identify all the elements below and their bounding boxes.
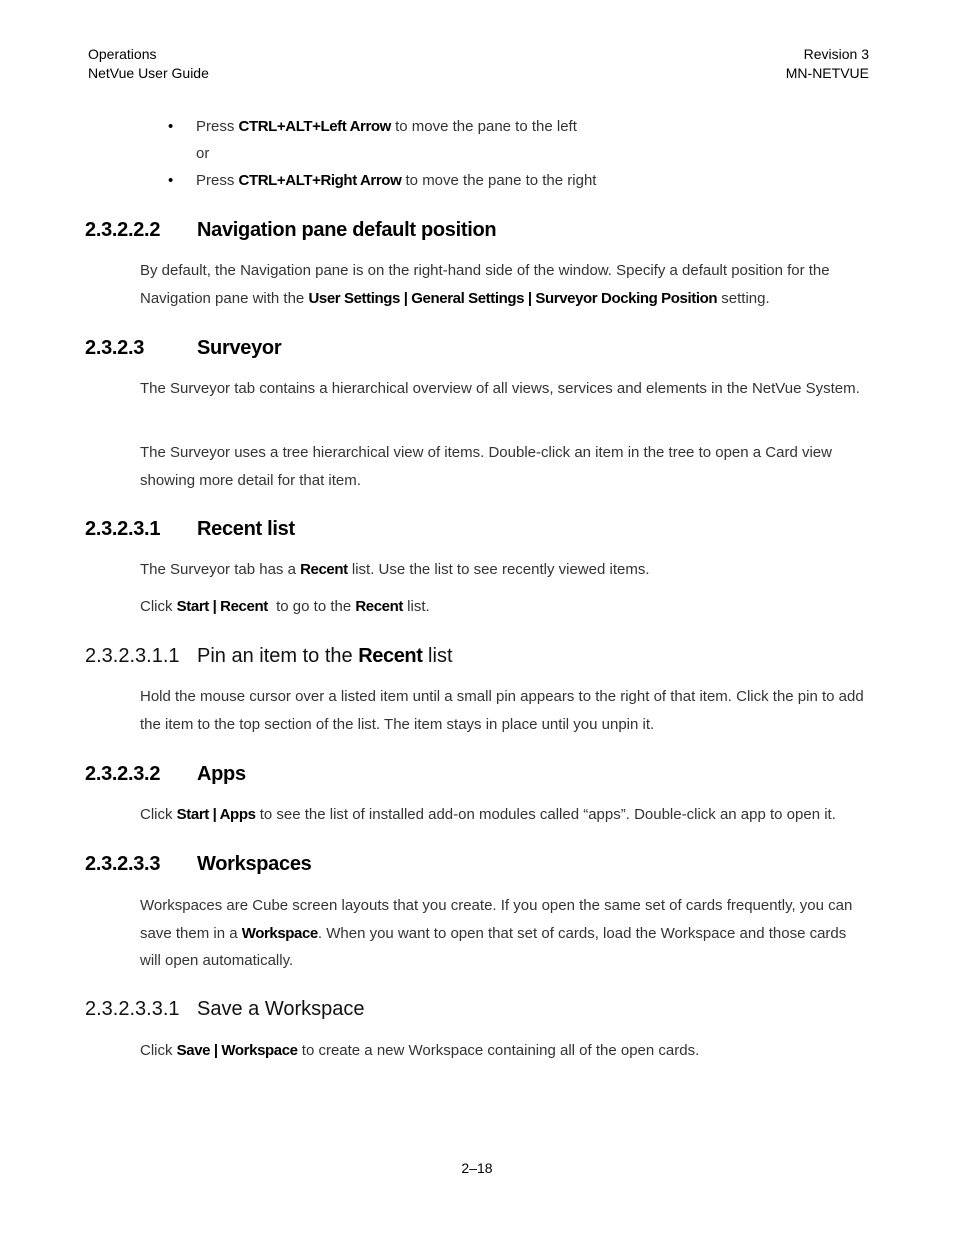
heading-2-3-2-3-1-1 [85,645,453,668]
paragraph [140,892,868,975]
paragraph [140,593,868,621]
header-revision: Revision 3 [803,46,869,62]
or-text: or [196,145,210,162]
ui-term: Workspace [241,924,318,942]
heading-2-3-2-3-1 [85,518,295,541]
text: . When you want to open that set of cards, load the Workspace and those cards will open automatically. [140,924,847,969]
heading-title: Navigation pane default position [197,219,497,241]
heading-title: Recent list [197,518,295,540]
ui-term: Start | Recent [176,598,268,615]
paragraph: The Surveyor tab contains a hierarchical overview of all views, services and elements in the NetVue System. [140,380,860,397]
text: to see the list of installed add-on modules called “apps”. Double-click an app to open it. [255,806,836,823]
paragraph [140,257,868,312]
ui-term: Recent [358,645,423,667]
text: Click [140,806,177,823]
ui-term: Start | Apps [176,806,256,823]
ui-term: Recent [355,598,403,615]
header-doc-title: NetVue User Guide [88,65,209,81]
heading-number: 2.3.2.3.3 [85,853,161,875]
bullet-item-left [168,117,596,137]
heading-2-3-2-3-2 [85,763,246,786]
shortcut-right: CTRL+ALT+Right Arrow [238,172,402,189]
heading-title: Workspaces [197,853,312,875]
text: to move the pane to the left [390,118,577,135]
heading-2-3-2-3 [85,337,281,360]
heading-title: Surveyor [197,337,282,359]
header-doc-number: MN-NETVUE [785,65,869,81]
bullet-list [168,117,596,191]
header-section: Operations [88,46,157,62]
heading-number: 2.3.2.2.2 [85,219,161,241]
heading-title: Save a Workspace [197,998,365,1020]
text: Click [140,598,177,615]
heading-number: 2.3.2.3.3.1 [85,998,180,1020]
heading-title: list [422,645,453,667]
heading-2-3-2-3-3-1 [85,998,365,1021]
setting-path: User Settings | General Settings | Surveyor Docking Position [308,289,718,307]
ui-term: Save | Workspace [176,1042,298,1059]
paragraph [140,801,868,829]
text: Press [196,172,239,189]
text: setting. [717,289,770,307]
paragraph: The Surveyor uses a tree hierarchical view of items. Double-click an item in the tree to open a Card view showing more detail for that item. [140,444,832,489]
heading-2-3-2-2-2 [85,219,496,242]
paragraph: Hold the mouse cursor over a listed item until a small pin appears to the right of that item. Click the pin to add the item to the top section of the list. The item stays in place until you unpin it. [140,688,864,733]
text: to go to the [267,598,356,615]
heading-number: 2.3.2.3 [85,337,145,359]
heading-number: 2.3.2.3.1.1 [85,645,180,667]
paragraph [140,1037,868,1065]
shortcut-left: CTRL+ALT+Left Arrow [238,118,391,135]
page-number: 2–18 [461,1160,493,1176]
text: to create a new Workspace containing all of the open cards. [297,1042,700,1059]
text: Click [140,1042,177,1059]
header-right [786,45,869,83]
text: The Surveyor tab has a [140,561,301,578]
heading-title: Pin an item to the [197,645,359,667]
heading-title: Apps [197,763,246,785]
bullet-item-right [168,171,596,191]
heading-2-3-2-3-3 [85,853,311,876]
header-left [88,45,209,83]
heading-number: 2.3.2.3.2 [85,763,161,785]
ui-term: Recent [300,561,348,578]
text: list. [402,598,430,615]
paragraph [140,556,868,584]
text: Press [196,118,239,135]
text: to move the pane to the right [401,172,597,189]
text: list. Use the list to see recently viewed items. [347,561,650,578]
heading-number: 2.3.2.3.1 [85,518,161,540]
text: Workspaces are Cube screen layouts that you create. If you open the same set of cards frequently, you can save them in a [140,897,853,942]
text: By default, the Navigation pane is on the right-hand side of the window. Specify a default position for the Navigation pane with the [140,262,830,307]
